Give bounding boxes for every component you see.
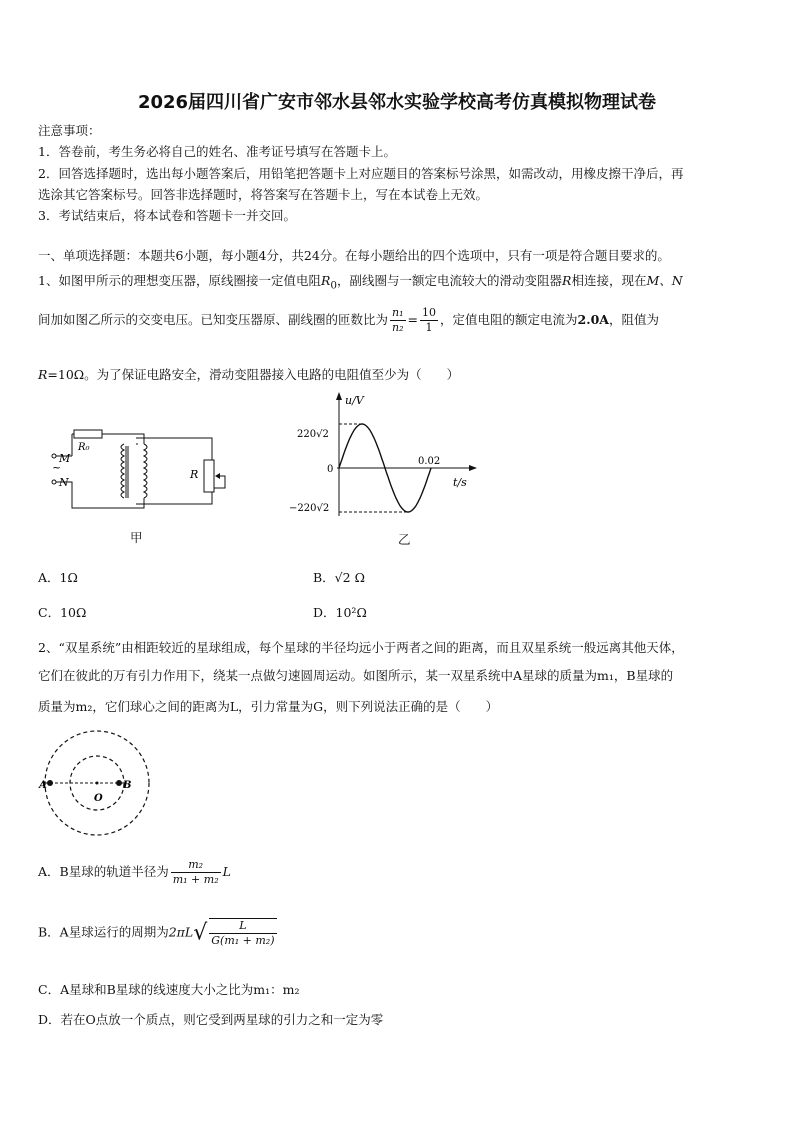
notice-item-2-cont: 选涂其它答案标号。回答非选择题时，将答案写在答题卡上，写在本试卷上无效。 <box>38 187 489 202</box>
fig1-label-n: N <box>59 476 69 489</box>
star-a <box>47 780 53 786</box>
fig2-caption: 乙 <box>398 532 411 547</box>
turns-ratio-fraction: $\frac{\text{n₁}}{\text{n₂}}$ <box>392 306 404 334</box>
label-o: O <box>94 793 103 804</box>
y-tick-top: 220√2 <box>297 429 329 440</box>
y-tick-bottom: −220√2 <box>289 503 330 514</box>
center-o <box>96 782 99 785</box>
notice-item-3: 3．考试结束后，将本试卷和答题卡一并交回。 <box>38 208 296 223</box>
fig1-caption: 甲 <box>130 530 143 545</box>
rheostat <box>204 460 214 492</box>
q2-line2: 它们在彼此的万有引力作用下，绕某一点做匀速圆周运动。如图所示，某一双星系统中A星球的质量为m₁，B星球的 <box>38 668 674 683</box>
x-tick-label: 0.02 <box>418 456 441 467</box>
origin-label: 0 <box>327 464 334 475</box>
notice-item-2: 2．回答选择题时，选出每小题答案后，用铅笔把答题卡上对应题目的答案标号涂黑，如需改动，用橡皮擦干净后，再 <box>38 166 684 181</box>
section-heading: 一、单项选择题：本题共6小题，每小题4分，共24分。在每小题给出的四个选项中，只有一项是符合题目要求的。 <box>38 248 670 263</box>
page-title: 2026届四川省广安市邻水县邻水实验学校高考仿真模拟物理试卷 <box>137 92 657 113</box>
q2-line1: 2、“双星系统”由相距较近的星球组成，每个星球的半径均远小于两者之间的距离，而且双星系统一般远离其他天体， <box>38 640 684 655</box>
fig1-label-m: M <box>59 452 71 465</box>
label-b: B <box>123 780 132 791</box>
q1-option-d[interactable]: D．10²Ω <box>313 605 367 620</box>
q2-option-d[interactable]: D．若在O点放一个质点，则它受到两星球的引力之和一定为零 <box>38 1012 384 1027</box>
binary-star-figure <box>37 727 157 839</box>
star-b <box>116 780 122 786</box>
q2-line3: 质量为m₂，它们球心之间的距离为L，引力常量为G，则下列说法正确的是（ ） <box>38 699 499 714</box>
q1-option-a[interactable]: A．1Ω <box>38 570 78 585</box>
fig1-label-r: R <box>190 468 199 481</box>
label-a: A <box>39 780 47 791</box>
q1-line3: R=10Ω。为了保证电路安全，滑动变阻器接入电路的电阻值至少为（ ） <box>38 367 460 382</box>
q2-option-c[interactable]: C．A星球和B星球的线速度大小之比为m₁：m₂ <box>38 982 300 997</box>
voltage-waveform-chart <box>285 390 485 520</box>
q1-option-c[interactable]: C．10Ω <box>38 605 87 620</box>
svg-text:~: ~ <box>52 461 62 474</box>
q1-line1: 1、如图甲所示的理想变压器，原线圈接一定值电阻$R_0$，副线圈与一额定电流较大的滑动变阻器R相连接，现在M、N <box>38 273 683 292</box>
r0-resistor <box>74 430 102 438</box>
notice-item-1: 1．答卷前，考生务必将自己的姓名、准考证号填写在答题卡上。 <box>38 144 396 159</box>
q1-option-b[interactable]: B．√2 Ω <box>313 570 365 585</box>
y-axis-label: u/V <box>345 394 364 407</box>
q2-option-a[interactable]: A．B星球的轨道半径为 $\frac{\text{m₂}}{\text{m₁ + m₂}}$ L <box>38 858 231 886</box>
transformer-circuit-figure <box>44 426 244 516</box>
q1-line2: 间加如图乙所示的交变电压。已知变压器原、副线圈的匝数比为 $\frac{\text{n₁}}{\text{n₂}}$ = $\frac{10}{1}$ ，定值电阻的额定电流为2.0A，阻值为 <box>38 306 659 334</box>
x-axis-label: t/s <box>453 476 467 489</box>
notice-heading: 注意事项： <box>38 123 101 138</box>
q2-option-b[interactable]: B．A星球运行的周期为2πL√ $\frac{L}{\text{G(m₁ + m₂)}}$ <box>38 919 275 947</box>
fig1-label-r0: R₀ <box>78 442 90 453</box>
